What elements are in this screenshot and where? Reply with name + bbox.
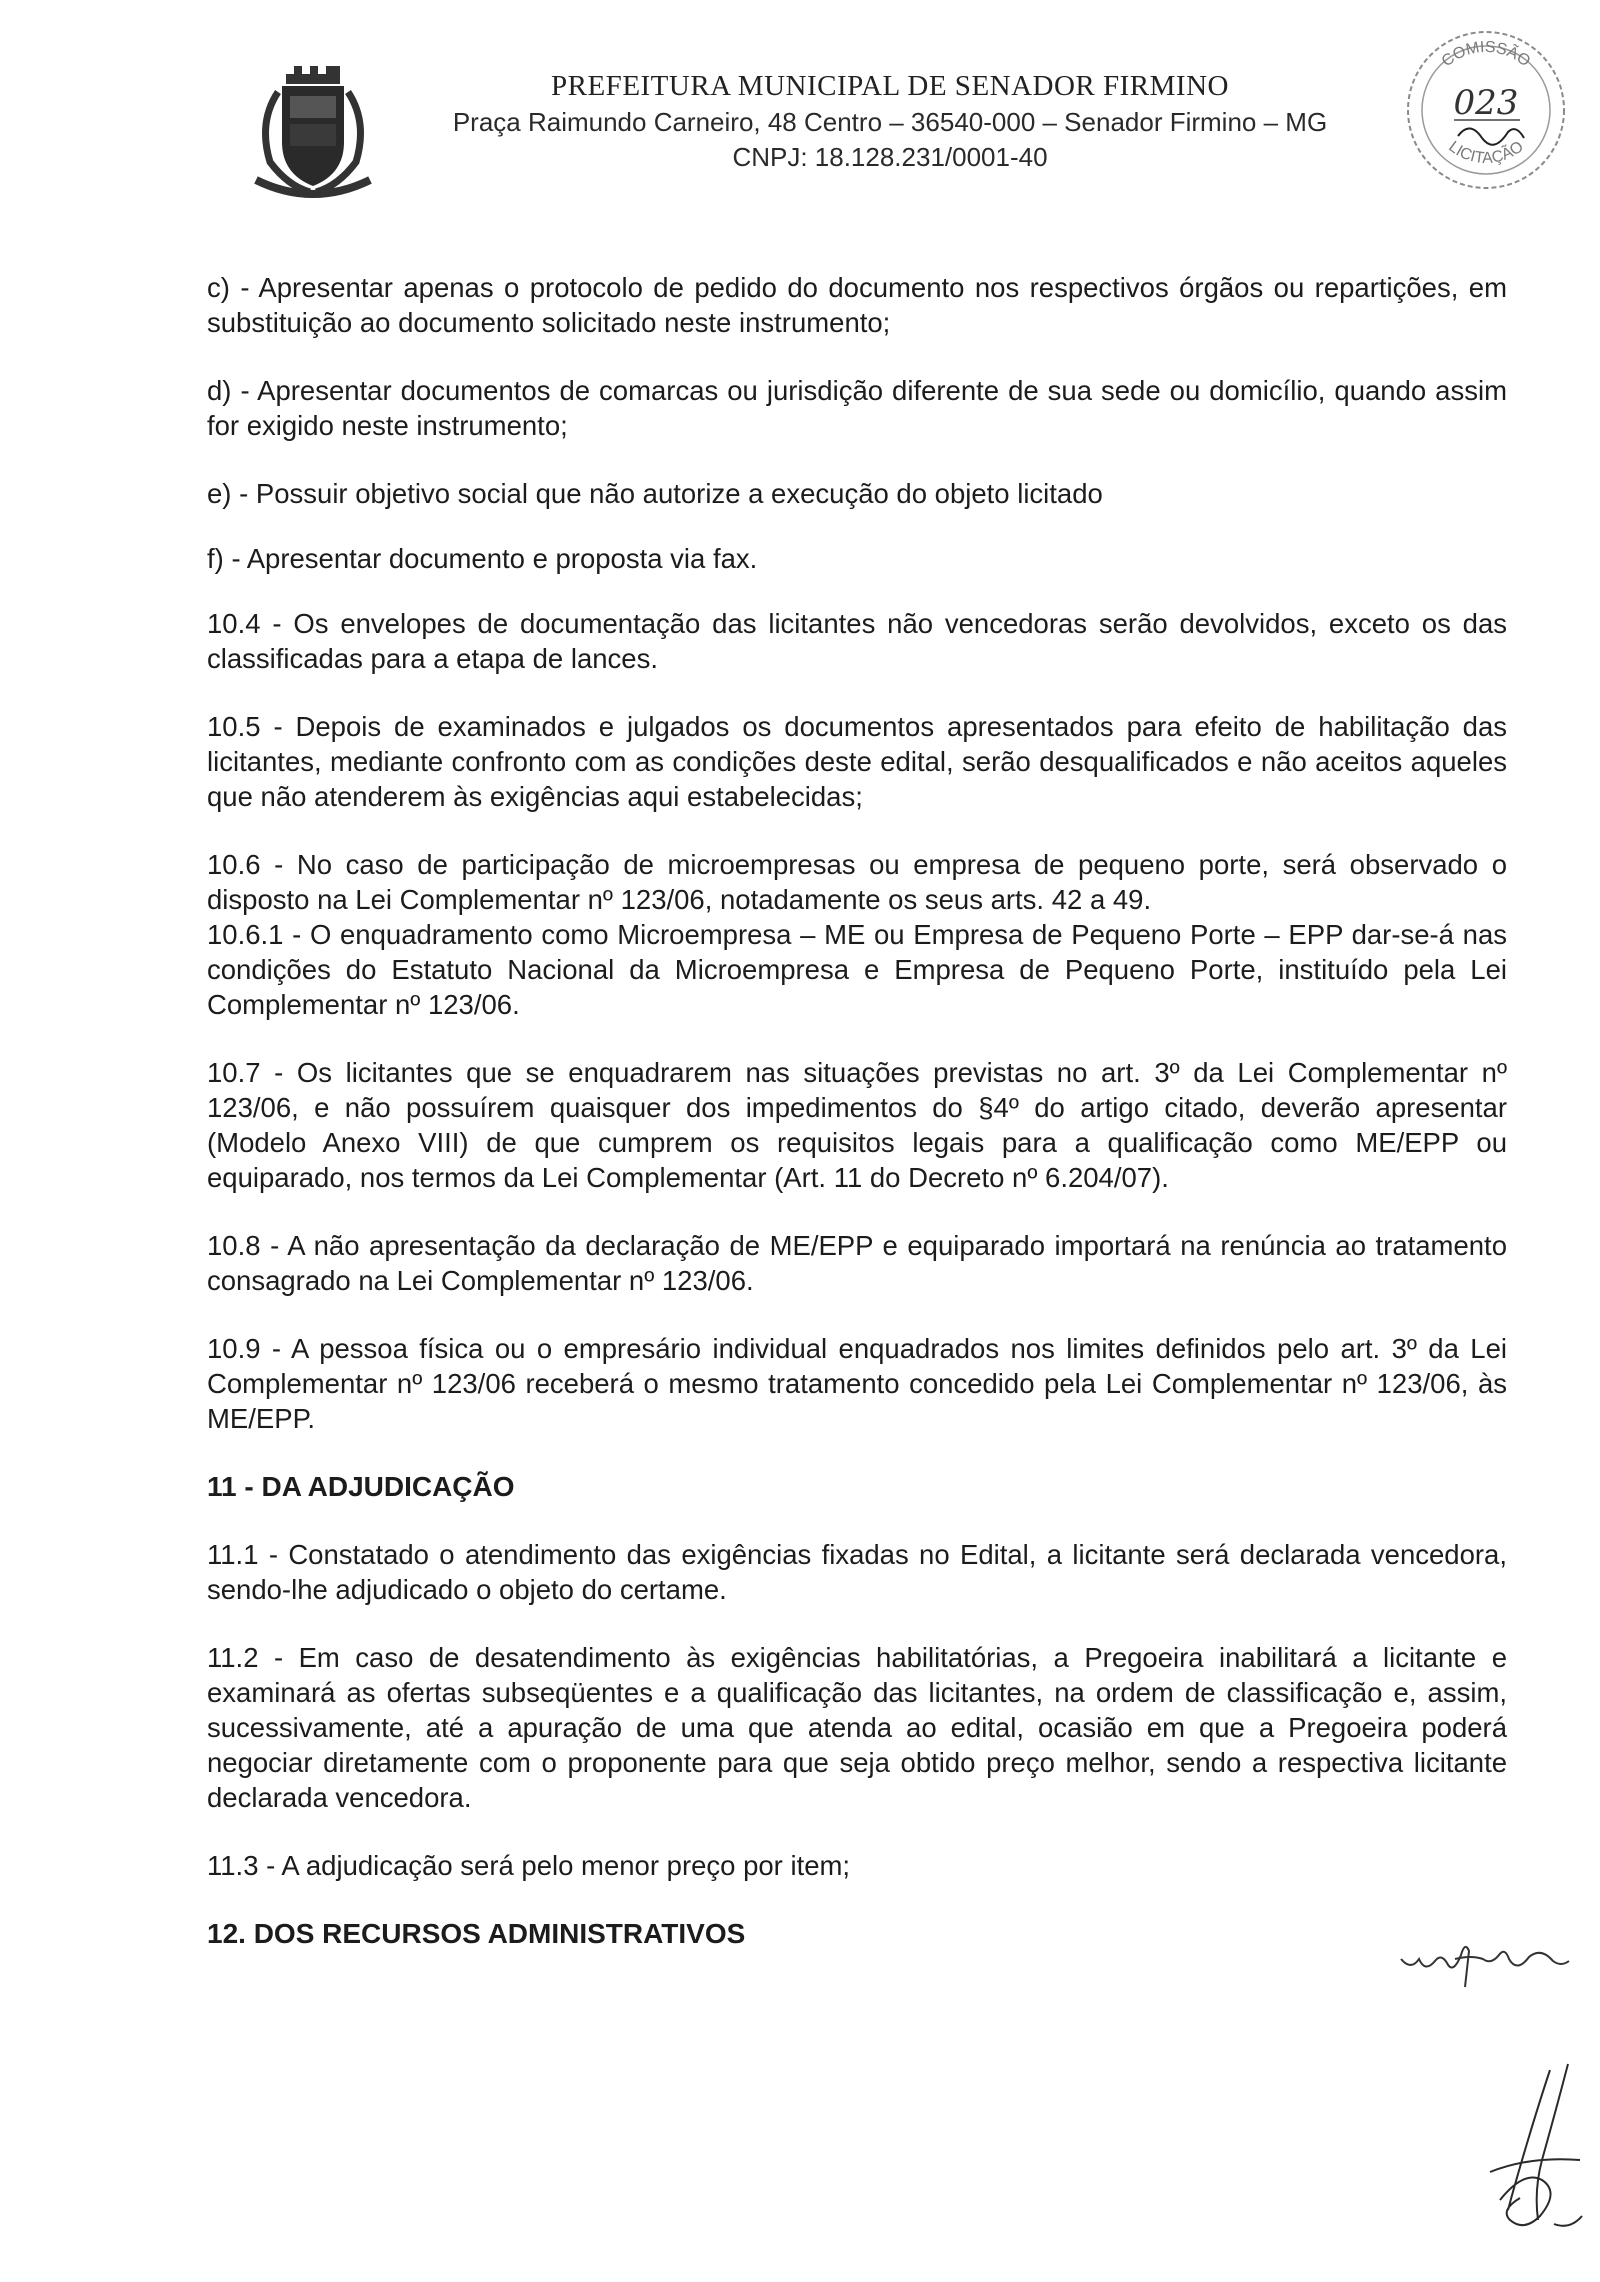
clause-11-1: 11.1 - Constatado o atendimento das exigências fixadas no Edital, a licitante será declarada vencedora, sendo-lhe adjudicado o objeto do certame.	[207, 1539, 1507, 1605]
letterhead	[0, 0, 1600, 230]
clause-10-4: 10.4 - Os envelopes de documentação das licitantes não vencedoras serão devolvidos, exceto os das classificadas para a etapa de lances.	[207, 608, 1507, 674]
clause-11-2: 11.2 - Em caso de desatendimento às exigências habilitatórias, a Pregoeira inabilitará a licitante e examinará as ofertas subseqüentes e a qualificação das licitantes, na ordem de classificação e, assim, sucessivamente, até a apuração de uma que atenda ao edital, ocasião em que a Pregoeira poderá negociar diretamente com o proponente para que seja obtido preço melhor, sendo a respectiva licitante declarada vencedora.	[207, 1642, 1507, 1813]
municipal-crest-icon	[248, 62, 378, 202]
stamp-top-text: COMISSÃO	[1438, 38, 1534, 71]
section-heading-11: 11 - DA ADJUDICAÇÃO	[207, 1471, 515, 1502]
clause-10-6-1: 10.6.1 - O enquadramento como Microempresa – ME ou Empresa de Pequeno Porte – EPP dar-se-á nas condições do Estatuto Nacional da Microempresa e Empresa de Pequeno Porte, instituído pela Lei Complementar nº 123/06.	[207, 919, 1507, 1020]
institution-address: Praça Raimundo Carneiro, 48 Centro – 36540-000 – Senador Firmino – MG	[452, 107, 1328, 137]
clause-10-9: 10.9 - A pessoa física ou o empresário individual enquadrados nos limites definidos pelo art. 3º da Lei Complementar nº 123/06 receberá o mesmo tratamento concedido pela Lei Complementar nº 123/06, às ME/EPP.	[207, 1333, 1507, 1434]
item-d: d) - Apresentar documentos de comarcas ou jurisdição diferente de sua sede ou domicílio, quando assim for exigido neste instrumento;	[207, 375, 1507, 441]
item-e: e) - Possuir objetivo social que não autorize a execução do objeto licitado	[207, 478, 1103, 509]
document-body	[207, 270, 1507, 1951]
clause-10-6: 10.6 - No caso de participação de microempresas ou empresa de pequeno porte, será observado o disposto na Lei Complementar nº 123/06, notadamente os seus arts. 42 a 49.	[207, 849, 1507, 915]
item-f: f) - Apresentar documento e proposta via fax.	[207, 543, 758, 574]
clause-10-8: 10.8 - A não apresentação da declaração de ME/EPP e equiparado importará na renúncia ao tratamento consagrado na Lei Complementar nº 123/06.	[207, 1230, 1507, 1296]
clause-10-5: 10.5 - Depois de examinados e julgados os documentos apresentados para efeito de habilitação das licitantes, mediante confronto com as condições deste edital, serão desqualificados e não aceitos aqueles que não atenderem às exigências aqui estabelecidas;	[207, 711, 1507, 812]
commission-stamp	[1398, 20, 1573, 195]
section-heading-12: 12. DOS RECURSOS ADMINISTRATIVOS	[207, 1918, 746, 1949]
institution-name: PREFEITURA MUNICIPAL DE SENADOR FIRMINO	[551, 70, 1229, 102]
stamp-page-number: 023	[1453, 83, 1519, 123]
handwritten-initials-signature	[1395, 1925, 1575, 1995]
stamp-bottom-text: LICITAÇÃO	[1445, 138, 1527, 168]
clause-11-3: 11.3 - A adjudicação será pelo menor preço por item;	[207, 1850, 851, 1881]
letterhead-text	[390, 70, 1390, 173]
item-c: c) - Apresentar apenas o protocolo de pedido do documento nos respectivos órgãos ou repartições, em substituição ao documento solicitado neste instrumento;	[207, 272, 1507, 338]
institution-cnpj: CNPJ: 18.128.231/0001-40	[732, 142, 1048, 172]
handwritten-signature	[1480, 2060, 1590, 2240]
clause-10-7: 10.7 - Os licitantes que se enquadrarem nas situações previstas no art. 3º da Lei Complementar nº 123/06, e não possuírem quaisquer dos impedimentos do §4º do artigo citado, deverão apresentar (Modelo Anexo VIII) de que cumprem os requisitos legais para a qualificação como ME/EPP ou equiparado, nos termos da Lei Complementar (Art. 11 do Decreto nº 6.204/07).	[207, 1057, 1507, 1193]
